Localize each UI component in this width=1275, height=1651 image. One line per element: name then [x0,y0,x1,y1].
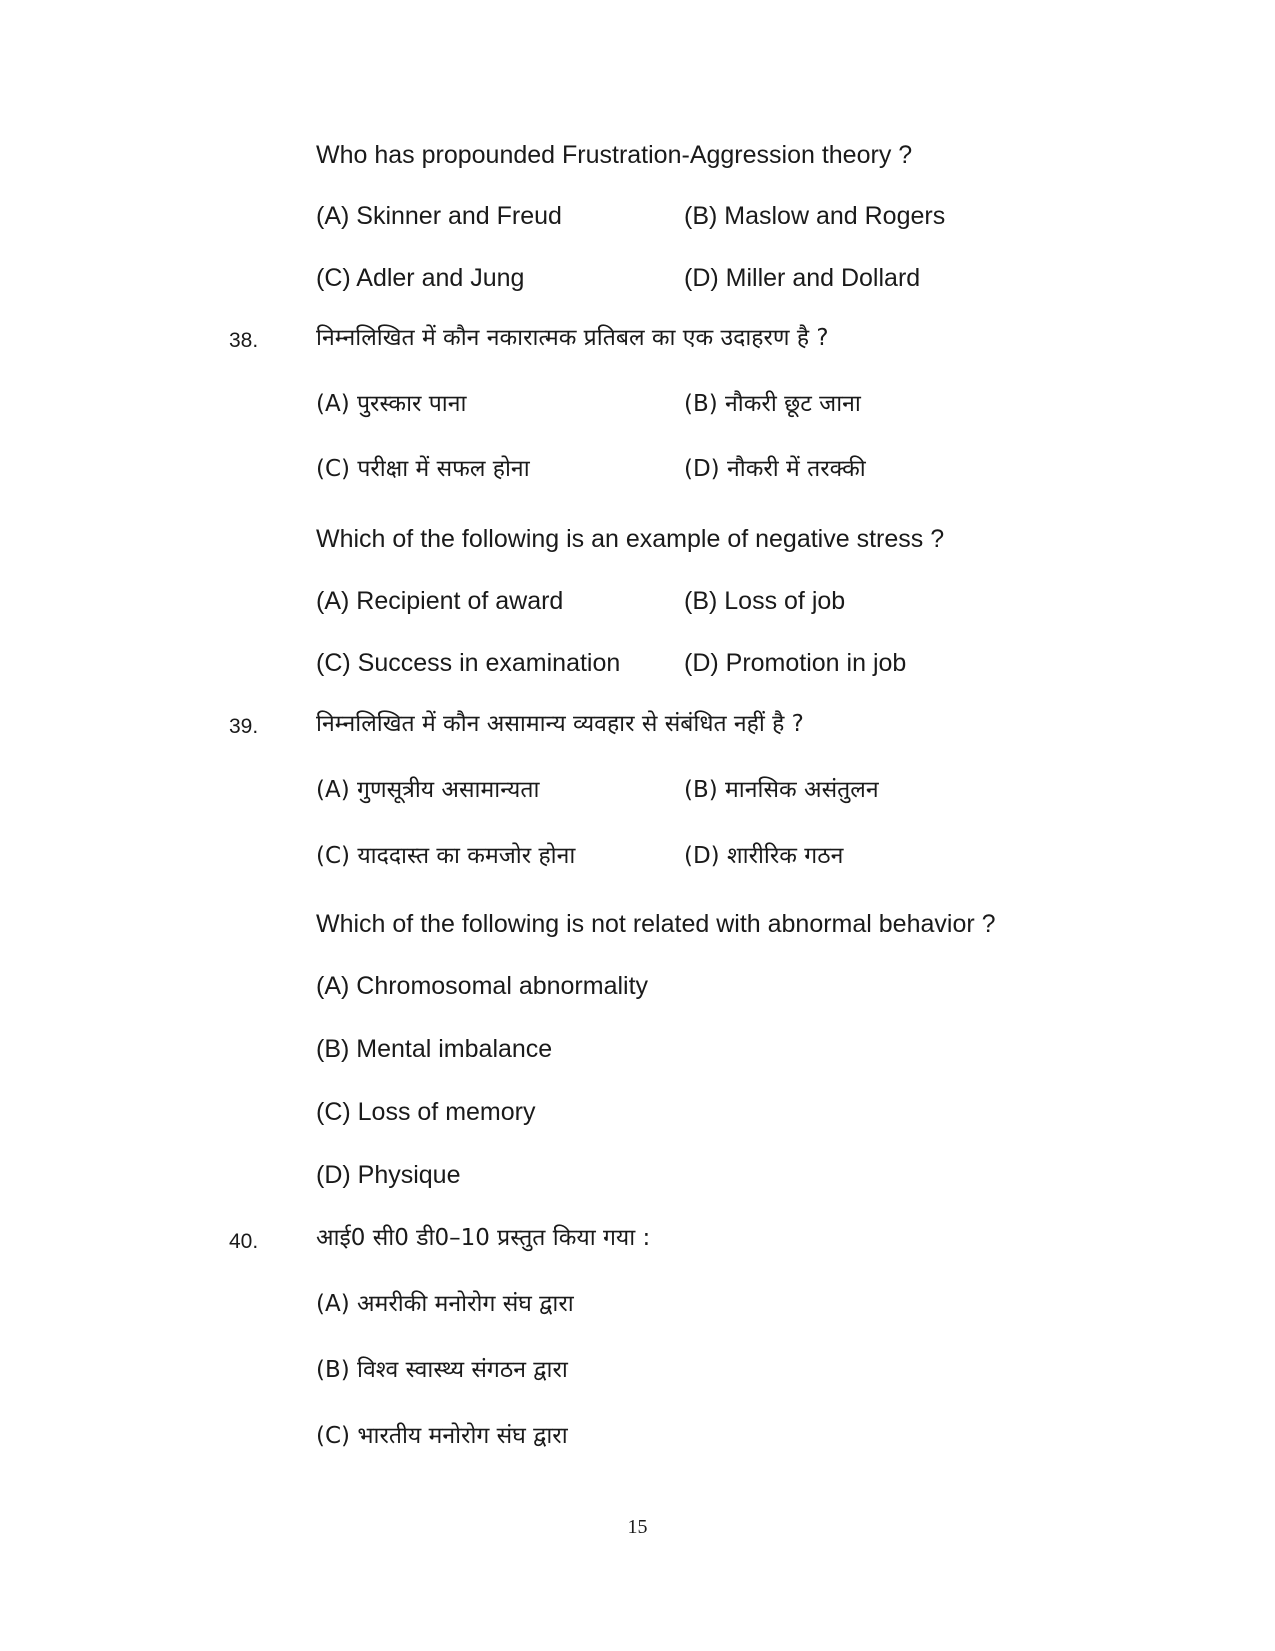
q40-option-a-hi: (A) अमरीकी मनोरोग संघ द्वारा [316,1291,574,1317]
q40-option-b-hi: (B) विश्व स्वास्थ्य संगठन द्वारा [316,1357,568,1383]
q38-option-b-hi: (B) नौकरी छूट जाना [684,391,861,417]
q38-option-c-hi: (C) परीक्षा में सफल होना [316,456,530,482]
q38-option-d-hi: (D) नौकरी में तरक्की [684,456,866,482]
q38-option-b-en: (B) Loss of job [684,587,846,615]
q39-number: 39. [229,715,259,738]
q39-option-d-hi: (D) शारीरिक गठन [684,843,844,869]
q38-option-a-en: (A) Recipient of award [316,587,564,615]
q39-option-a-en: (A) Chromosomal abnormality [316,972,649,1000]
q37-option-c-en: (C) Adler and Jung [316,264,525,292]
q39-question-hi: निम्नलिखित में कौन असामान्य व्यवहार से संबंधित नहीं है ? [316,711,804,737]
q39-option-b-en: (B) Mental imbalance [316,1035,553,1063]
q37-option-d-en: (D) Miller and Dollard [684,264,921,292]
q38-option-d-en: (D) Promotion in job [684,649,907,677]
q39-question-en: Which of the following is not related with abnormal behavior ? [316,910,996,938]
q39-option-c-hi: (C) याददास्त का कमजोर होना [316,843,576,869]
q38-number: 38. [229,329,259,352]
q38-option-a-hi: (A) पुरस्कार पाना [316,391,467,417]
q37-question-en: Who has propounded Frustration-Aggression theory ? [316,141,913,169]
q38-question-en: Which of the following is an example of negative stress ? [316,525,945,553]
q39-option-c-en: (C) Loss of memory [316,1098,536,1126]
q37-option-b-en: (B) Maslow and Rogers [684,202,946,230]
q38-option-c-en: (C) Success in examination [316,649,621,677]
q40-question-hi: आई0 सी0 डी0–10 प्रस्तुत किया गया : [316,1225,651,1251]
q39-option-a-hi: (A) गुणसूत्रीय असामान्यता [316,777,540,803]
q39-option-b-hi: (B) मानसिक असंतुलन [684,777,879,803]
q40-option-c-hi: (C) भारतीय मनोरोग संघ द्वारा [316,1423,568,1449]
q38-question-hi: निम्नलिखित में कौन नकारात्मक प्रतिबल का एक उदाहरण है ? [316,325,829,351]
page-number: 15 [627,1516,648,1538]
q37-option-a-en: (A) Skinner and Freud [316,202,562,230]
q39-option-d-en: (D) Physique [316,1161,461,1189]
q40-number: 40. [229,1230,259,1253]
